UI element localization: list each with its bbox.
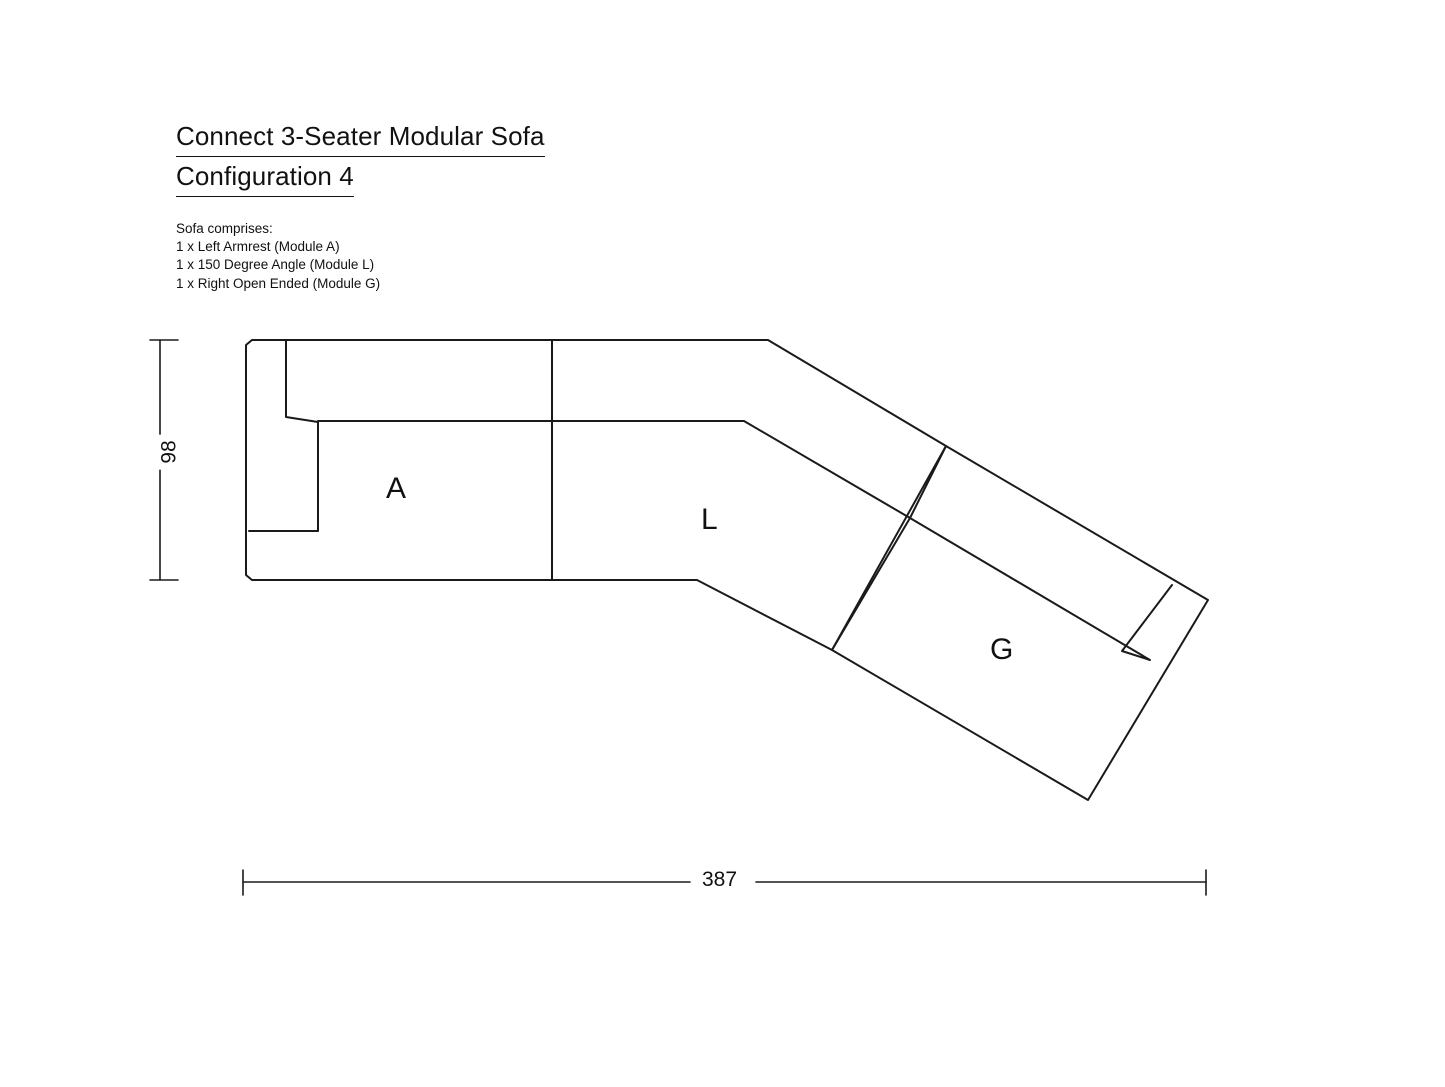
height-dimension-label: 98 <box>158 434 182 469</box>
module-a-inner-line <box>249 341 318 531</box>
width-dimension-label: 387 <box>696 868 743 892</box>
title-line-2: Configuration 4 <box>176 158 354 197</box>
title-line-1: Connect 3-Seater Modular Sofa <box>176 118 545 157</box>
comprises-item-1: 1 x 150 Degree Angle (Module L) <box>176 257 375 273</box>
comprises-item-2: 1 x Right Open Ended (Module G) <box>176 275 381 291</box>
module-g-outline <box>832 446 1208 800</box>
comprises-heading: Sofa comprises: <box>176 221 273 236</box>
module-g-inner-line <box>910 518 1172 660</box>
module-l-outline <box>552 340 946 650</box>
comprises-item-0: 1 x Left Armrest (Module A) <box>176 239 340 255</box>
module-l-seat-line <box>552 421 910 518</box>
module-label-g: G <box>990 633 1014 666</box>
module-label-a: A <box>386 472 407 505</box>
module-label-l: L <box>701 503 718 536</box>
module-a-outline <box>246 340 552 580</box>
